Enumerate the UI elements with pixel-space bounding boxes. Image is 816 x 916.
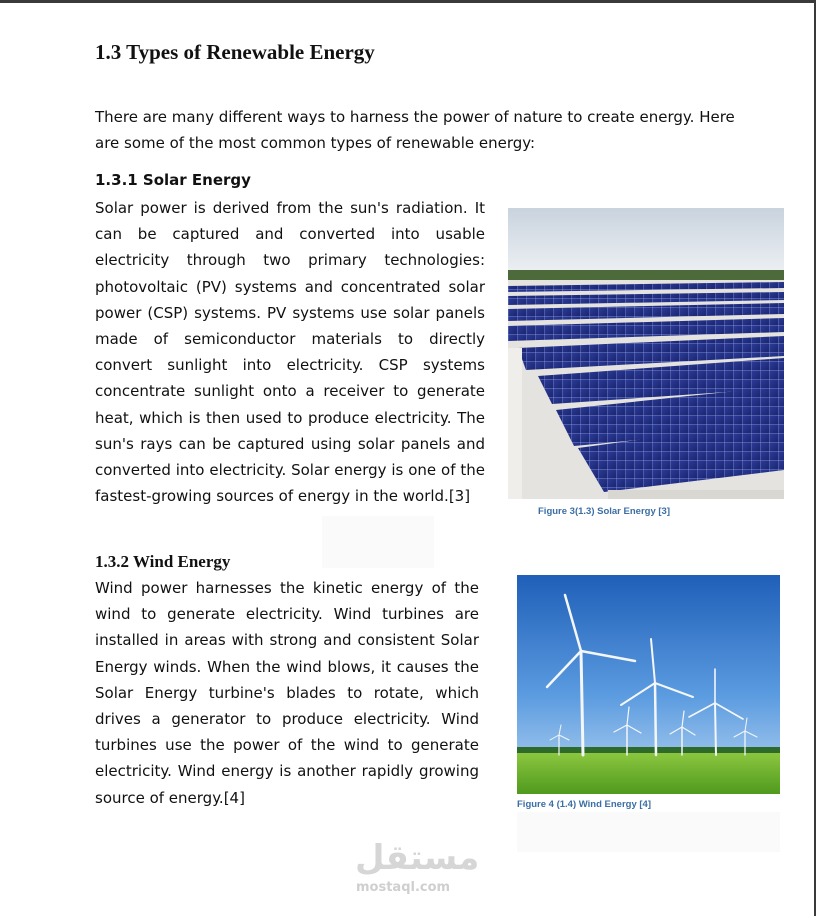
solar-figure-caption: Figure 3(1.3) Solar Energy [3] [538,506,670,517]
solar-paragraph: Solar power is derived from the sun's radiation. It can be captured and converted into usable electricity through two primary technologies: photovoltaic (PV) systems and concentrated solar power (CSP) systems. PV systems use solar panels made of semiconductor materials to directly convert sunlight into electricity. CSP systems concentrate sunlight onto a receiver to generate heat, which is then used to produce electricity. The sun's rays can be captured using solar panels and converted into electricity. Solar energy is one of the fastest-growing sources of energy in the world.[3] [95,199,485,506]
watermark-latin: mostaql.com [356,880,451,895]
intro-paragraph: There are many different ways to harness the power of nature to create energy. Here are some of the most common types of renewable energy: [95,108,735,152]
faint-shape [322,516,434,568]
wind-turbines-image [517,575,780,794]
wind-heading: 1.3.2 Wind Energy [95,552,231,571]
solar-panels-image [508,208,784,499]
solar-heading: 1.3.1 Solar Energy [95,171,251,189]
top-border [0,0,816,3]
section-title: 1.3 Types of Renewable Energy [95,40,375,64]
faint-caption-box [517,812,780,852]
watermark-arabic: مستقل [355,838,480,878]
wind-paragraph: Wind power harnesses the kinetic energy of the wind to generate electricity. Wind turbines are installed in areas with strong and consistent Solar Energy winds. When the wind blows, it causes the Solar Energy turbine's blades to rotate, which drives a generator to produce electricity. Wind turbines use the power of the wind to generate electricity. Wind energy is another rapidly growing source of energy.[4] [95,579,479,807]
wind-figure-caption: Figure 4 (1.4) Wind Energy [4] [517,799,651,810]
